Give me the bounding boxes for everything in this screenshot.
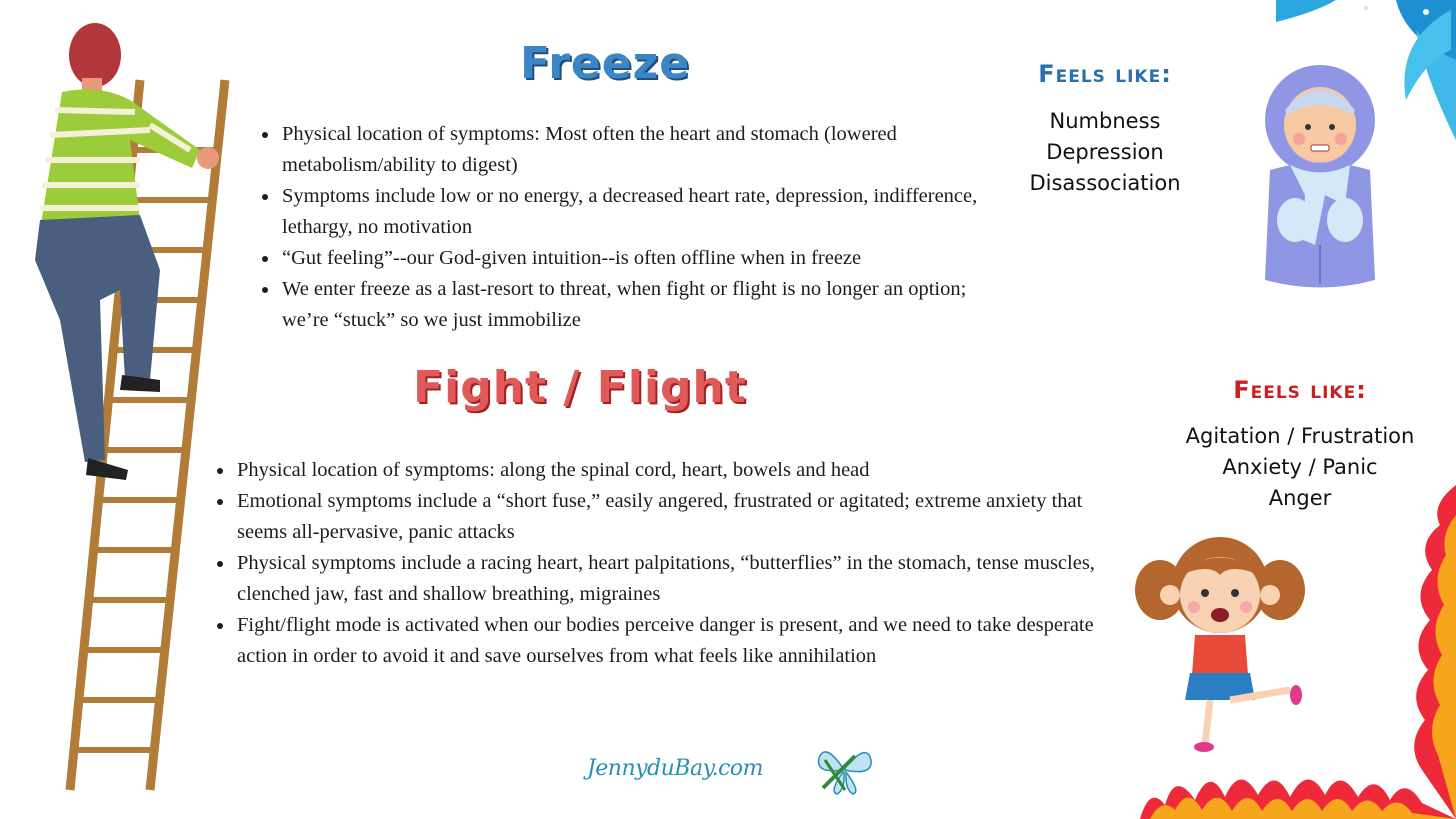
list-item: • Emotional symptoms include a “short fuse,” easily angered, frustrated or agitated; extreme anxiety that seems all-pervasive, panic attacks (235, 486, 1135, 548)
list-item: • Fight/flight mode is activated when our bodies perceive danger is present, and we need to take desperate action in order to avoid it and save ourselves from what feels like annihilation (235, 610, 1135, 672)
butterfly-cross-logo (815, 740, 875, 796)
feeling-item: Anger (1268, 486, 1332, 510)
site-url[interactable]: JennyduBay.com (586, 756, 764, 781)
scared-girl-illustration (1130, 535, 1320, 765)
feeling-item: Depression (1046, 140, 1164, 164)
freeze-bullet-list (258, 119, 1000, 336)
list-item: • “Gut feeling”--our God-given intuition--is often offline when in freeze (280, 243, 1000, 274)
fight-flight-feels-heading: Feels like: (1233, 376, 1367, 404)
list-item: • Symptoms include low or no energy, a decreased heart rate, depression, indifference, lethargy, no motivation (280, 181, 1000, 243)
man-climbing-ladder-illustration (0, 0, 240, 819)
list-item: • Physical location of symptoms: Most often the heart and stomach (lowered metabolism/ability to digest) (280, 119, 1000, 181)
freeze-feels-heading: Feels like: (1038, 60, 1172, 88)
freeze-feels-list (1000, 106, 1210, 199)
feeling-item: Anxiety / Panic (1222, 455, 1378, 479)
feeling-item: Numbness (1049, 109, 1161, 133)
list-item: • Physical symptoms include a racing heart, heart palpitations, “butterflies” in the stomach, tense muscles, clenched jaw, fast and shallow breathing, migraines (235, 548, 1135, 610)
freeze-title: Freeze (519, 38, 691, 89)
list-item: • Physical location of symptoms: along the spinal cord, heart, bowels and head (235, 455, 1135, 486)
feeling-item: Disassociation (1029, 171, 1181, 195)
person-shivering-in-winter-coat-illustration (1235, 55, 1405, 300)
feeling-item: Agitation / Frustration (1185, 424, 1415, 448)
list-item: • We enter freeze as a last-resort to threat, when fight or flight is no longer an option; we’re “stuck” so we just immobilize (280, 274, 1000, 336)
fight-flight-title: Fight / Flight (413, 362, 747, 413)
fight-flight-bullet-list (213, 455, 1135, 672)
